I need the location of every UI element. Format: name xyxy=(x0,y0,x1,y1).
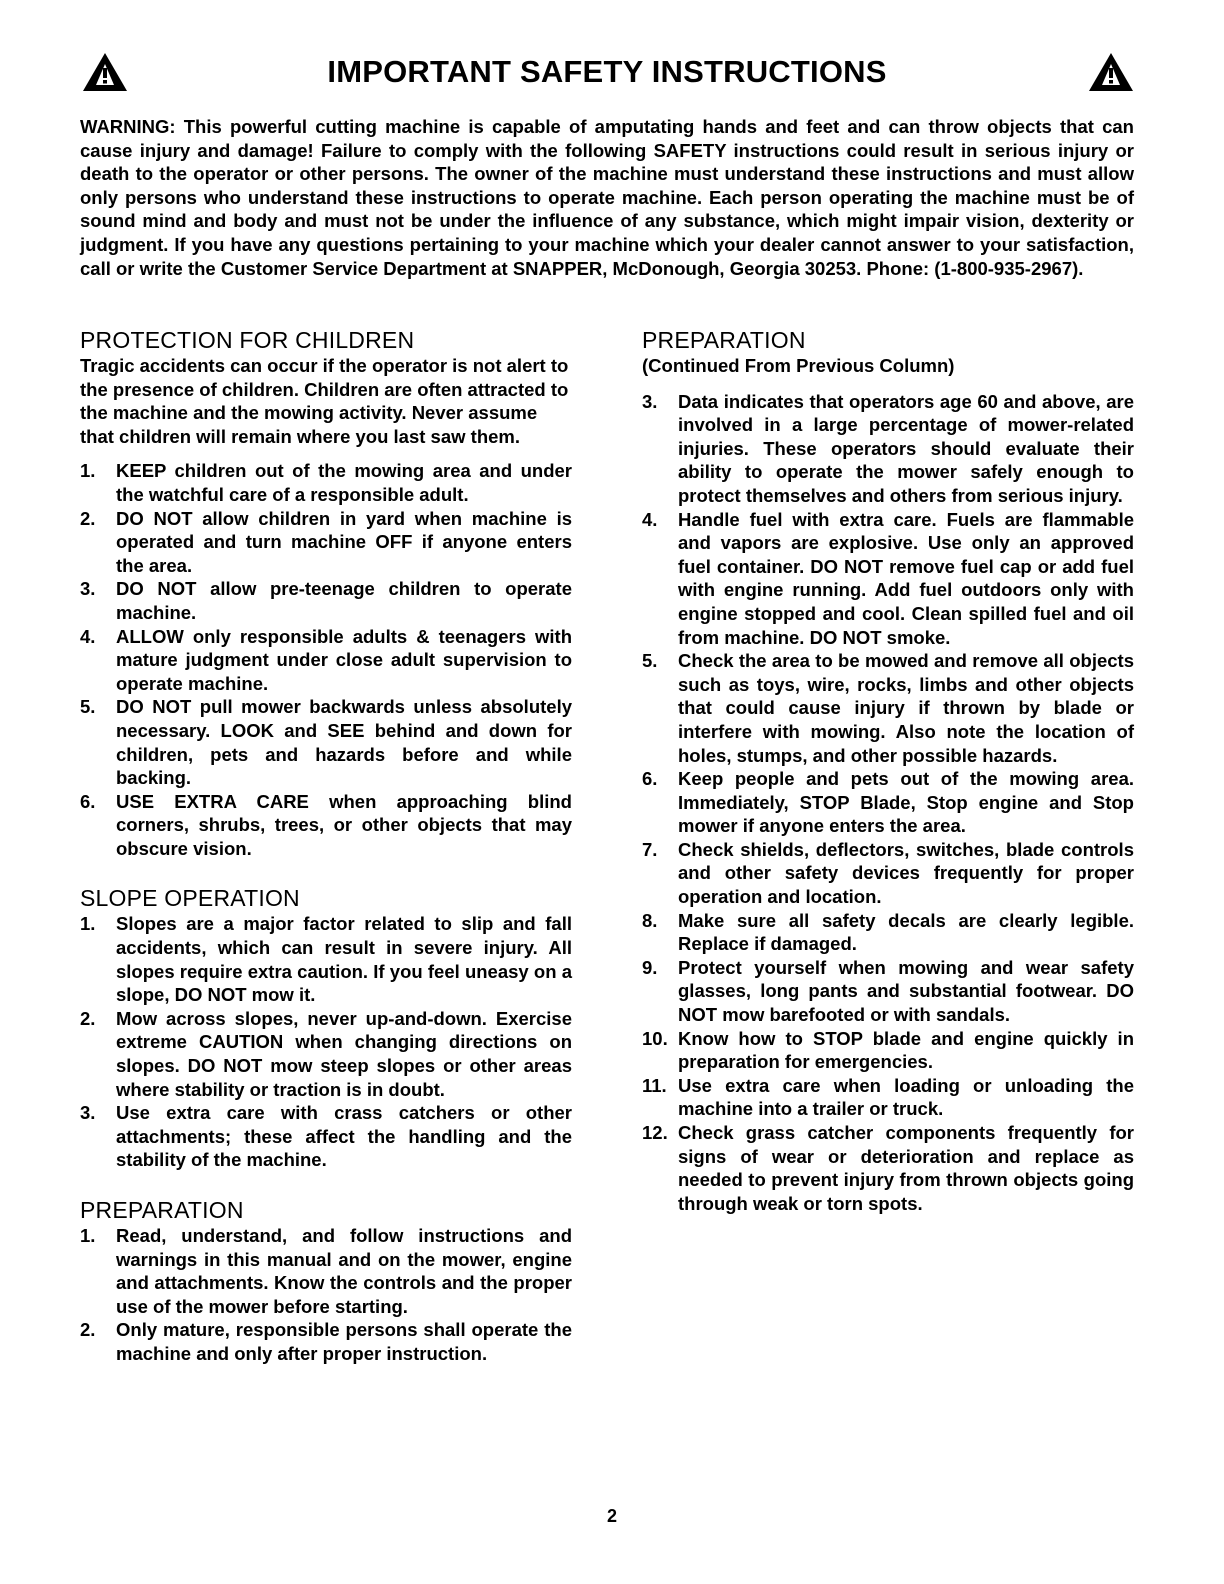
children-intro: Tragic accidents can occur if the operator is not alert to the presence of children. Children are often attracted to the machine and the mowing activity. Never assume that children will remain where you last saw them. xyxy=(80,355,569,447)
list-item xyxy=(80,1224,572,1318)
item-number: 2. xyxy=(80,1007,96,1029)
item-text: Mow across slopes, never up-and-down. Exercise extreme CAUTION when changing directions on slopes. DO NOT mow steep slopes or other areas where stability or traction is in doubt. xyxy=(116,1007,572,1100)
list-item xyxy=(642,956,1134,1027)
list-item xyxy=(642,909,1134,956)
section-heading-children: PROTECTION FOR CHILDREN xyxy=(80,327,415,353)
item-number: 12. xyxy=(642,1122,668,1143)
list-item xyxy=(80,790,572,861)
left-column xyxy=(80,326,572,1366)
list-item xyxy=(80,1318,572,1365)
continued-note: (Continued From Previous Column) xyxy=(642,355,955,376)
list-item xyxy=(642,767,1134,838)
item-text: Use extra care with crass catchers or other attachments; these affect the handling and the stability of the machine. xyxy=(116,1102,572,1171)
preparation-continued-list xyxy=(642,390,1134,1216)
item-number: 2. xyxy=(80,507,96,529)
item-text: USE EXTRA CARE when approaching blind corners, shrubs, trees, or other objects that may obscure vision. xyxy=(116,790,572,859)
slope-list xyxy=(80,912,572,1172)
item-number: 5. xyxy=(642,650,658,672)
item-text: Handle fuel with extra care. Fuels are flammable and vapors are explosive. Use only an approved fuel container. DO NOT remove fuel cap or add fuel with engine running. Add fuel outdoors only with engine stopped and cool. Clean spilled fuel and oil from machine. DO NOT smoke. xyxy=(678,508,1134,648)
item-text: Read, understand, and follow instructions and warnings in this manual and on the mower, engine and attachments. Know the controls and the proper use of the mower before starting. xyxy=(116,1225,572,1317)
item-number: 5. xyxy=(80,696,96,718)
item-number: 1. xyxy=(80,1225,96,1246)
item-text: Slopes are a major factor related to slip and fall accidents, which can result in severe injury. All slopes require extra caution. If you feel uneasy on a slope, DO NOT mow it. xyxy=(116,913,572,1006)
list-item xyxy=(80,577,572,624)
list-item xyxy=(80,1007,572,1101)
item-text: Keep people and pets out of the mowing area. Immediately, STOP Blade, Stop engine and Stop mower if anyone enters the area. xyxy=(678,768,1134,837)
list-item xyxy=(642,1121,1134,1215)
item-text: Check the area to be mowed and remove all objects such as toys, wire, rocks, limbs and other objects that could cause injury if thrown by blade or interfere with mowing. Also note the location of holes, stumps, and other possible hazards. xyxy=(678,650,1134,766)
page-header xyxy=(80,50,1134,96)
item-text: Check shields, deflectors, switches, blade controls and other safety devices frequently for proper operation and location. xyxy=(678,838,1134,908)
warning-paragraph: WARNING: This powerful cutting machine is capable of amputating hands and feet and can throw objects that can cause injury and damage! Failure to comply with the following SAFETY instructions could result in serious injury or death to the operator or other persons. The owner of the machine must understand these instructions and must allow only persons who understand these instructions to operate machine. Each person operating the machine must be of sound mind and body and must not be under the influence of any substance, which might impair vision, dexterity or judgment. If you have any questions pertaining to your machine which your dealer cannot answer to your satisfaction, call or write the Customer Service Department at SNAPPER, McDonough, Georgia 30253. Phone: (1-800-935-2967). xyxy=(80,116,1134,279)
right-column xyxy=(642,326,1134,1215)
item-number: 7. xyxy=(642,838,658,860)
list-item xyxy=(642,649,1134,767)
item-number: 1. xyxy=(80,460,96,482)
item-text: Data indicates that operators age 60 and above, are involved in a large percentage of mower-related injuries. These operators should evaluate their ability to operate the mower safely enough to protect themselves and others from serious injury. xyxy=(678,390,1134,506)
item-text: Check grass catcher components frequently for signs of wear or deterioration and replace as needed to prevent injury from thrown objects going through weak or torn spots. xyxy=(678,1122,1134,1214)
item-number: 4. xyxy=(80,625,96,647)
list-item xyxy=(642,1074,1134,1121)
section-heading-preparation-continued: PREPARATION xyxy=(642,327,806,353)
item-text: ALLOW only responsible adults & teenagers with mature judgment under close adult supervision to operate machine. xyxy=(116,625,572,694)
item-text: Only mature, responsible persons shall operate the machine and only after proper instruction. xyxy=(116,1319,572,1364)
section-heading-preparation: PREPARATION xyxy=(80,1197,244,1223)
children-list xyxy=(80,459,572,860)
list-item xyxy=(642,1027,1134,1074)
list-item xyxy=(642,838,1134,909)
list-item xyxy=(80,912,572,1006)
item-number: 9. xyxy=(642,956,658,978)
item-text: DO NOT allow children in yard when machine is operated and turn machine OFF if anyone enters the area. xyxy=(116,507,572,576)
item-number: 6. xyxy=(642,768,658,790)
item-number: 1. xyxy=(80,913,96,935)
item-text: Make sure all safety decals are clearly legible. Replace if damaged. xyxy=(678,909,1134,955)
list-item xyxy=(642,508,1134,650)
list-item xyxy=(80,625,572,696)
list-item xyxy=(80,459,572,506)
list-item xyxy=(80,1101,572,1172)
warning-triangle-icon xyxy=(1088,52,1134,92)
item-number: 11. xyxy=(642,1074,667,1096)
item-text: Know how to STOP blade and engine quickly in preparation for emergencies. xyxy=(678,1027,1134,1073)
item-number: 10. xyxy=(642,1027,668,1049)
item-text: Protect yourself when mowing and wear safety glasses, long pants and substantial footwear. DO NOT mow barefooted or with sandals. xyxy=(678,956,1134,1026)
item-text: DO NOT allow pre-teenage children to operate machine. xyxy=(116,578,572,623)
item-number: 2. xyxy=(80,1319,96,1341)
section-heading-slope: SLOPE OPERATION xyxy=(80,885,300,912)
item-number: 3. xyxy=(642,390,658,412)
item-number: 3. xyxy=(80,578,96,600)
list-item xyxy=(80,507,572,578)
preparation-list xyxy=(80,1224,572,1366)
list-item xyxy=(80,695,572,789)
item-number: 4. xyxy=(642,508,658,530)
item-number: 3. xyxy=(80,1102,96,1124)
item-number: 6. xyxy=(80,790,96,812)
item-text: Use extra care when loading or unloading the machine into a trailer or truck. xyxy=(678,1074,1134,1120)
item-text: KEEP children out of the mowing area and under the watchful care of a responsible adult. xyxy=(116,460,572,505)
list-item xyxy=(642,390,1134,508)
item-number: 8. xyxy=(642,909,658,931)
page-number: 2 xyxy=(606,1506,617,1526)
item-text: DO NOT pull mower backwards unless absolutely necessary. LOOK and SEE behind and down for children, pets and hazards before and while backing. xyxy=(116,696,572,789)
page-title: IMPORTANT SAFETY INSTRUCTIONS xyxy=(327,54,887,89)
